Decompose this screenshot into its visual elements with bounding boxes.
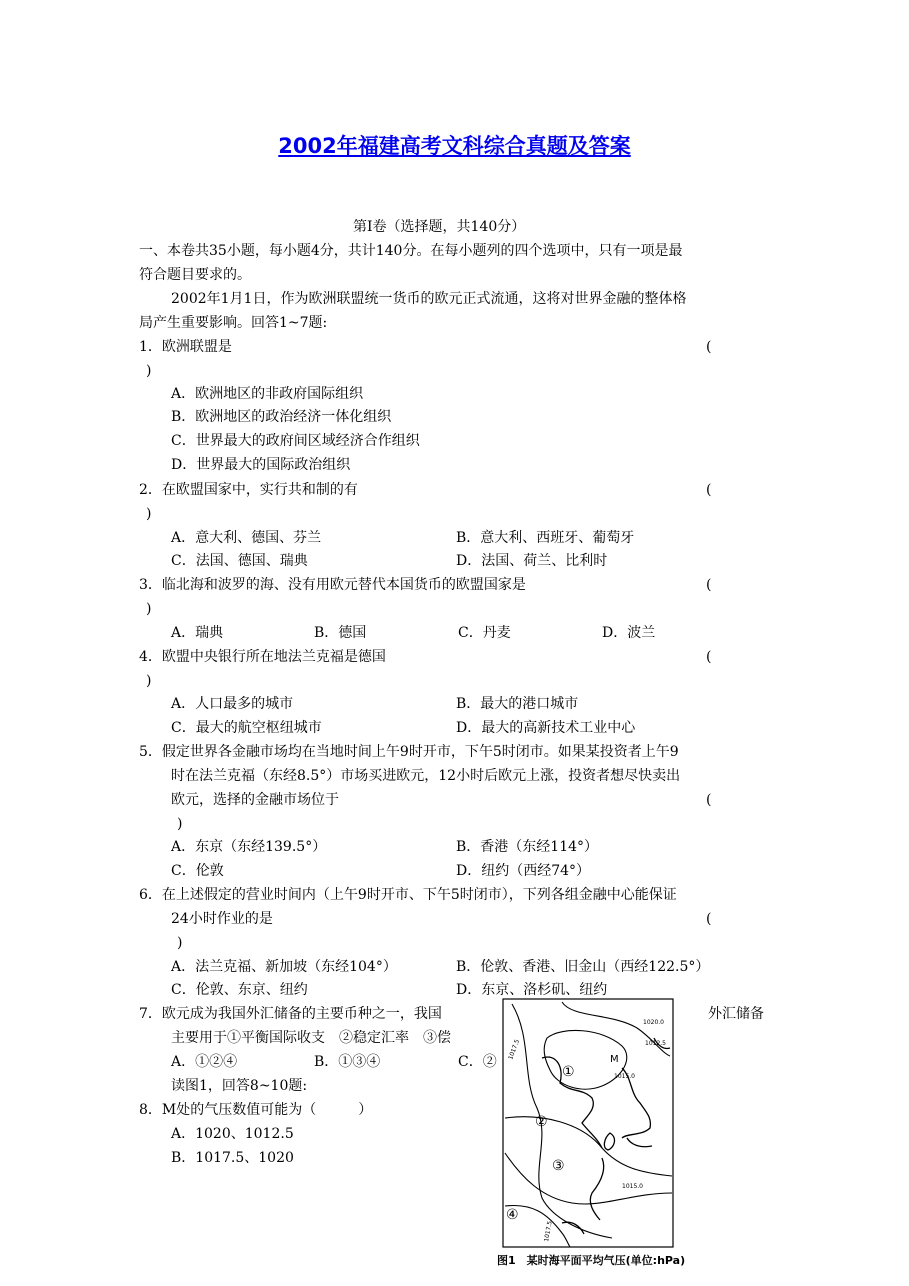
q7-option-a: A．①②④ <box>171 1054 238 1070</box>
q6-paren-close: ) <box>177 935 183 951</box>
q5-line-1: 5．假定世界各金融市场均在当地时间上午9时开市，下午5时闭市。如果某投资者上午9 <box>139 744 679 760</box>
isobar-label-southwest: 1017.5 <box>543 1220 554 1243</box>
q6-line-2: 24小时作业的是 <box>171 911 273 927</box>
read-map-prompt: 读图1，回答8~10题: <box>171 1078 308 1094</box>
q5-option-a: A．东京（东经139.5°） <box>171 839 327 855</box>
map-caption: 图1 某时海平面平均气压(单位:hPa) <box>497 1254 686 1267</box>
q4-paren-close: ) <box>146 673 152 689</box>
q3-paren-close: ) <box>146 601 152 617</box>
q5-option-d: D．纽约（西经74°） <box>456 863 591 879</box>
isobar-label-northeast: 1020.0 <box>643 1019 664 1026</box>
q6-option-d: D．东京、洛杉矶、纽约 <box>456 982 608 998</box>
q2-option-b: B．意大利、西班牙、葡萄牙 <box>456 530 635 546</box>
q4-option-c: C．最大的航空枢纽城市 <box>171 720 322 736</box>
q3-paren-open: ( <box>706 577 712 593</box>
q2-option-c: C．法国、德国、瑞典 <box>171 553 308 569</box>
q8-stem: 8．M处的气压数值可能为（ ） <box>139 1102 373 1118</box>
q6-line-1: 6．在上述假定的营业时间内（上午9时开市、下午5时闭市），下列各组金融中心能保证 <box>139 887 677 903</box>
q4-option-a: A．人口最多的城市 <box>171 696 294 712</box>
page-title[interactable]: 2002年福建高考文科综合真题及答案 <box>278 134 631 158</box>
q6-paren-open: ( <box>706 911 712 927</box>
q8-option-a: A．1020、1012.5 <box>171 1126 294 1142</box>
q7-line-1-right: 外汇储备 <box>708 1006 764 1022</box>
isobar-label-east: 1012.5 <box>645 1040 666 1047</box>
q7-option-c: C．② <box>458 1054 497 1070</box>
isobar-label-center: 1015.0 <box>614 1073 635 1080</box>
q6-option-b: B．伦敦、香港、旧金山（西经122.5°） <box>456 959 710 975</box>
map-region-3: ③ <box>552 1158 565 1174</box>
instructions-line-2: 符合题目要求的。 <box>139 267 251 283</box>
passage-line-1: 2002年1月1日，作为欧洲联盟统一货币的欧元正式流通，这将对世界金融的整体格 <box>171 291 687 307</box>
q1-stem: 1．欧洲联盟是 <box>139 339 232 355</box>
q1-option-b: B．欧洲地区的政治经济一体化组织 <box>171 409 392 425</box>
q5-option-b: B．香港（东经114°） <box>456 839 599 855</box>
q6-option-a: A．法兰克福、新加坡（东经104°） <box>171 959 397 975</box>
q7-line-2: 主要用于①平衡国际收支 ②稳定汇率 ③偿 <box>171 1030 451 1046</box>
q5-line-3: 欧元，选择的金融市场位于 <box>171 792 339 808</box>
q4-option-d: D．最大的高新技术工业中心 <box>456 720 636 736</box>
q7-line-1-left: 7．欧元成为我国外汇储备的主要币种之一，我国 <box>139 1006 442 1022</box>
q2-option-d: D．法国、荷兰、比利时 <box>456 553 608 569</box>
q2-option-a: A．意大利、德国、芬兰 <box>171 530 322 546</box>
passage-line-2: 局产生重要影响。回答1~7题: <box>139 315 328 331</box>
q1-option-c: C．世界最大的政府间区域经济合作组织 <box>171 433 420 449</box>
q1-paren-close: ) <box>146 363 152 379</box>
map-region-1: ① <box>562 1064 575 1080</box>
q4-option-b: B．最大的港口城市 <box>456 696 579 712</box>
q3-stem: 3．临北海和波罗的海、没有用欧元替代本国货币的欧盟国家是 <box>139 577 526 593</box>
map-region-2: ② <box>535 1114 548 1130</box>
instructions-line-1: 一、本卷共35小题，每小题4分，共计140分。在每小题列的四个选项中，只有一项是最 <box>139 243 683 259</box>
q2-paren-close: ) <box>146 506 152 522</box>
pressure-map <box>502 998 674 1248</box>
isobar-label-south: 1015.0 <box>622 1183 643 1190</box>
q4-paren-open: ( <box>706 649 712 665</box>
q5-paren-close: ) <box>177 816 183 832</box>
q1-paren-open: ( <box>706 339 712 355</box>
q1-option-d: D．世界最大的国际政治组织 <box>171 457 351 473</box>
q3-option-d: D．波兰 <box>602 625 656 641</box>
isobar-label-west-upper: 1017.5 <box>507 1038 522 1061</box>
q8-option-b: B．1017.5、1020 <box>171 1150 294 1166</box>
section-title: 第Ⅰ卷（选择题，共140分） <box>353 219 526 235</box>
q6-option-c: C．伦敦、东京、纽约 <box>171 982 308 998</box>
q4-stem: 4．欧盟中央银行所在地法兰克福是德国 <box>139 649 386 665</box>
q2-stem: 2．在欧盟国家中，实行共和制的有 <box>139 482 358 498</box>
q7-option-b: B．①③④ <box>314 1054 381 1070</box>
pressure-map-svg <box>502 998 674 1248</box>
q2-paren-open: ( <box>706 482 712 498</box>
map-point-m: M <box>610 1054 619 1065</box>
q3-option-a: A．瑞典 <box>171 625 224 641</box>
q5-line-2: 时在法兰克福（东经8.5°）市场买进欧元，12小时后欧元上涨，投资者想尽快卖出 <box>171 768 681 784</box>
q3-option-c: C．丹麦 <box>458 625 511 641</box>
q3-option-b: B．德国 <box>314 625 367 641</box>
map-region-4: ④ <box>506 1207 519 1223</box>
q1-option-a: A．欧洲地区的非政府国际组织 <box>171 386 364 402</box>
q5-option-c: C．伦敦 <box>171 863 224 879</box>
q5-paren-open: ( <box>706 792 712 808</box>
